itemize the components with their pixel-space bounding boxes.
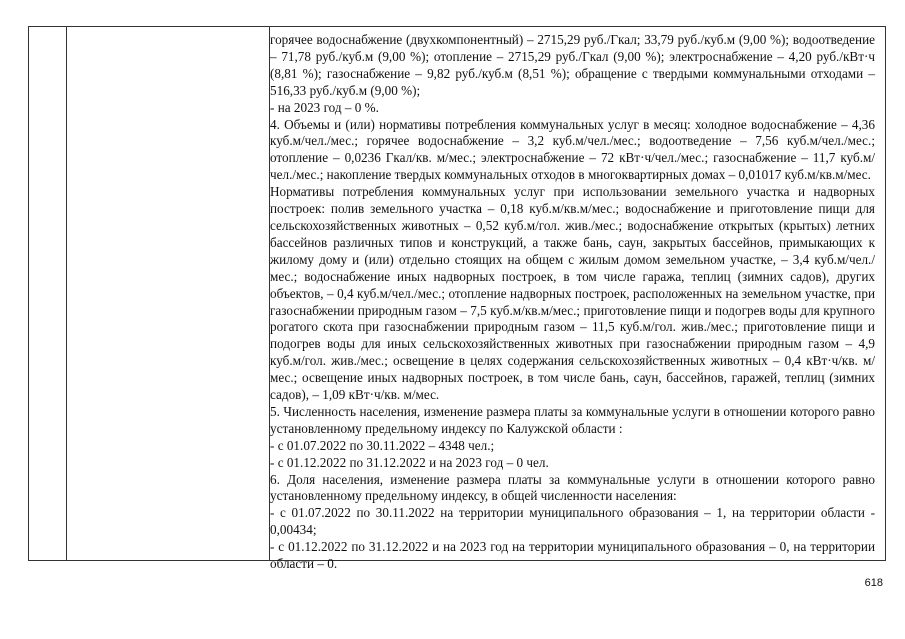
paragraph-share-period-2: - с 01.12.2022 по 31.12.2022 и на 2023 год на территории муниципального образования – 0, на территории области – 0. <box>270 539 875 572</box>
document-table <box>28 26 886 572</box>
paragraph-land-norms: Нормативы потребления коммунальных услуг при использовании земельного участка и надворных построек: полив земельного участка – 0,18 куб.м/кв.м/мес.; водоснабжение и приготовление пищи для сельскохозяйственных животных – 0,52 куб.м/гол. жив./мес.; водоснабжение открытых (крытых) летних бассейнов различных типов и конструкций, а также бань, саун, закрытых бассейнов, примыкающих к жилому дому и (или) отдельно стоящих на общем с жилым домом земельном участке, – 3,4 куб.м/чел./мес.; водоснабжение иных надворных построек, в том числе гаража, теплиц (зимних садов), других объектов, – 0,4 куб.м/чел./мес.; отопление надворных построек, расположенных на земельном участке, при газоснабжении природным газом – 7,5 куб.м/кв.м/мес.; приготовление пищи и подогрев воды для крупного рогатого скота при газоснабжении природным газом – 11,5 куб.м/гол. жив./мес.; приготовление пищи и подогрев воды для иных сельскохозяйственных животных при газоснабжении природным газом – 4,9 куб.м/гол. жив./мес.; освещение в целях содержания сельскохозяйственных животных – 0,4 кВт·ч/кв. м/мес.; освещение иных надворных построек, в том числе бань, саун, бассейнов, гаражей, теплиц (зимних садов), – 1,09 кВт·ч/кв. м/мес. <box>270 184 875 403</box>
table-column-number <box>29 27 67 560</box>
paragraph-tariffs: горячее водоснабжение (двухкомпонентный) – 2715,29 руб./Гкал; 33,79 руб./куб.м (9,00 %); водоотведение – 71,78 руб./куб.м (9,00 %); отопление – 2715,29 руб./Гкал (9,00 %); электроснабжение – 4,20 руб./кВт·ч (8,81 %); газоснабжение – 9,82 руб./куб.м (8,51 %); обращение с твердыми коммунальными отходами – 516,33 руб./куб.м (9,00 %); <box>270 32 875 98</box>
page-number: 618 <box>864 577 883 589</box>
paragraph-2023-index: - на 2023 год – 0 %. <box>270 99 379 115</box>
paragraph-population-period-2: - с 01.12.2022 по 31.12.2022 и на 2023 год – 0 чел. <box>270 454 549 470</box>
paragraph-consumption-norms: 4. Объемы и (или) нормативы потребления коммунальных услуг в месяц: холодное водоснабжение – 4,36 куб.м/чел./мес.; горячее водоснабжение – 3,2 куб.м/чел./мес.; водоотведение – 7,56 куб.м/чел./мес.; отопление – 0,0236 Гкал/кв. м/мес.; электроснабжение – 72 кВт·ч/чел./мес.; газоснабжение – 11,7 куб.м/чел./мес.; накопление твердых коммунальных отходов в многоквартирных домах – 0,01017 куб.м/кв.м/мес. <box>270 116 875 183</box>
table-column-municipality <box>67 27 270 560</box>
table-column-content <box>270 32 875 573</box>
paragraph-population-period-1: - с 01.07.2022 по 30.11.2022 – 4348 чел.; <box>270 437 495 453</box>
paragraph-share-heading: 6. Доля населения, изменение размера платы за коммунальные услуги в отношении которого равно установленному предельному индексу, в общей численности населения: <box>270 471 875 504</box>
paragraph-share-period-1: - с 01.07.2022 по 30.11.2022 на территории муниципального образования – 1, на территории области - 0,00434; <box>270 505 875 538</box>
paragraph-population-heading: 5. Численность населения, изменение размера платы за коммунальные услуги в отношении которого равно установленному предельному индексу по Калужской области : <box>270 403 875 436</box>
